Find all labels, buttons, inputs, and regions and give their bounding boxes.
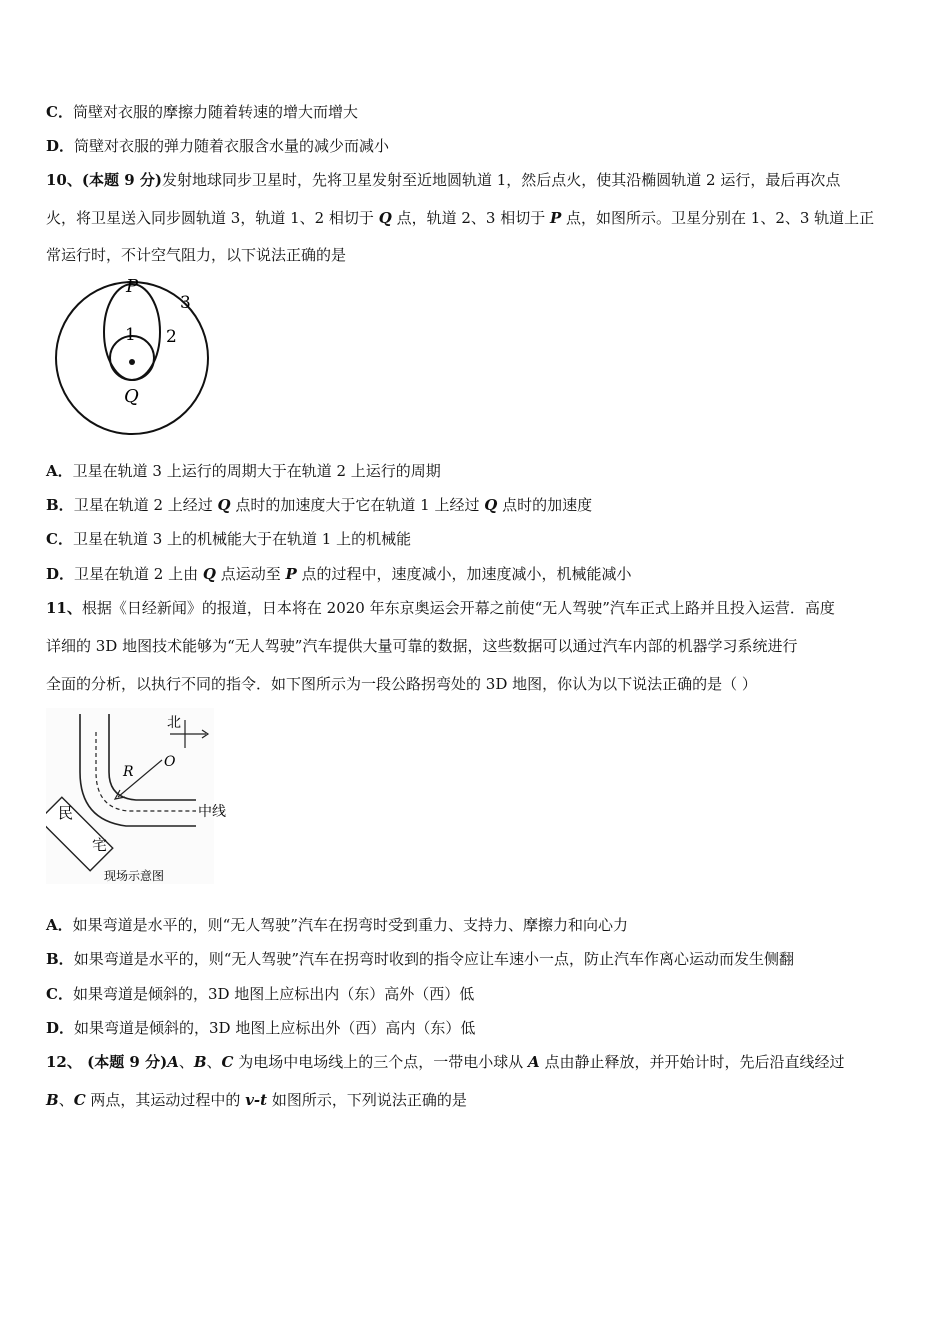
label-q: Q <box>124 386 139 407</box>
option-letter: C． <box>46 103 73 121</box>
option-text: 如果弯道是水平的，则“无人驾驶”汽车在拐弯时收到的指令应让车速小一点，防止汽车作离心运动而发生侧翻 <box>73 950 795 968</box>
option-letter: A． <box>46 462 73 480</box>
q10-stem-line-2: 火，将卫星送入同步圆轨道 3，轨道 1、2 相切于 Q 点，轨道 2、3 相切于 P 点，如图所示。卫星分别在 1、2、3 轨道上正 <box>46 209 875 227</box>
label-r: R <box>123 764 134 780</box>
north-label: 北 <box>167 715 181 731</box>
orbit-diagram <box>48 274 218 446</box>
residential-label-min: 民 <box>58 804 74 822</box>
option-text: 卫星在轨道 3 上的机械能大于在轨道 1 上的机械能 <box>72 530 412 548</box>
q11-stem-line-3: 全面的分析，以执行不同的指令．如下图所示为一段公路拐弯处的 3D 地图，你认为以下说法正确的是（ ） <box>46 675 757 693</box>
option-text: 如果弯道是水平的，则“无人驾驶”汽车在拐弯时受到重力、支持力、摩擦力和向心力 <box>72 916 628 934</box>
label-orbit-1: 1 <box>125 325 136 345</box>
q11-stem-line-2: 详细的 3D 地图技术能够为“无人驾驶”汽车提供大量可靠的数据，这些数据可以通过汽车内部的机器学习系统进行 <box>46 637 798 655</box>
label-o: O <box>164 754 176 770</box>
q9-option-d <box>46 136 389 156</box>
option-letter: B． <box>46 950 74 968</box>
label-orbit-2: 2 <box>166 327 177 347</box>
option-letter: A． <box>46 916 73 934</box>
question-number: 12、 (本题 9 分) <box>46 1053 168 1071</box>
q11-stem-line-1: 11、根据《日经新闻》的报道，日本将在 2020 年东京奥运会开幕之前使“无人驾驶”汽车正式上路并且投入运营．高度 <box>46 599 835 617</box>
q10-option-c <box>46 529 411 549</box>
q10-stem-line-1: 10、(本题 9 分)发射地球同步卫星时，先将卫星发射至近地圆轨道 1，然后点火，使其沿椭圆轨道 2 运行，最后再次点 <box>46 171 841 189</box>
diagram-caption: 现场示意图 <box>104 869 165 883</box>
label-p: P <box>126 276 139 297</box>
road-map-diagram <box>46 708 236 888</box>
option-text: 筒壁对衣服的弹力随着衣服含水量的减少而减小 <box>74 137 390 155</box>
option-text: 卫星在轨道 3 上运行的周期大于在轨道 2 上运行的周期 <box>72 462 441 480</box>
q11-option-b <box>46 949 794 969</box>
q9-option-c <box>46 102 358 122</box>
q10-option-b: B．卫星在轨道 2 上经过 Q 点时的加速度大于它在轨道 1 上经过 Q 点时的加速度 <box>46 496 593 514</box>
earth-center-dot <box>129 359 135 365</box>
q10-option-d: D．卫星在轨道 2 上由 Q 点运动至 P 点的过程中，速度减小，加速度减小，机械能减小 <box>46 565 632 583</box>
option-text: 筒壁对衣服的摩擦力随着转速的增大而增大 <box>72 103 358 121</box>
option-letter: C． <box>46 985 73 1003</box>
q11-option-d <box>46 1018 475 1038</box>
option-letter: D． <box>46 1019 75 1037</box>
q12-stem-line-2: B、C 两点，其运动过程中的 v-t 如图所示，下列说法正确的是 <box>46 1091 467 1109</box>
question-number: 10、(本题 9 分) <box>46 171 162 189</box>
center-line-label: 中线 <box>198 804 226 820</box>
residential-label-zhai: 宅 <box>92 836 108 854</box>
q11-option-c <box>46 984 474 1004</box>
q11-option-a <box>46 915 628 935</box>
option-letter: D． <box>46 137 75 155</box>
option-text: 如果弯道是倾斜的，3D 地图上应标出外（西）高内（东）低 <box>74 1019 476 1037</box>
label-orbit-3: 3 <box>180 293 191 313</box>
question-number: 11、 <box>46 599 82 617</box>
option-letter: C． <box>46 530 73 548</box>
option-text: 如果弯道是倾斜的，3D 地图上应标出内（东）高外（西）低 <box>72 985 475 1003</box>
q12-stem-line-1: 12、 (本题 9 分)A、B、C 为电场中电场线上的三个点，一带电小球从 A 点由静止释放，并开始计时，先后沿直线经过 <box>46 1053 845 1071</box>
q10-option-a <box>46 461 441 481</box>
option-letter: D． <box>46 565 75 583</box>
option-letter: B． <box>46 496 74 514</box>
q10-stem-line-3: 常运行时，不计空气阻力，以下说法正确的是 <box>46 246 347 264</box>
